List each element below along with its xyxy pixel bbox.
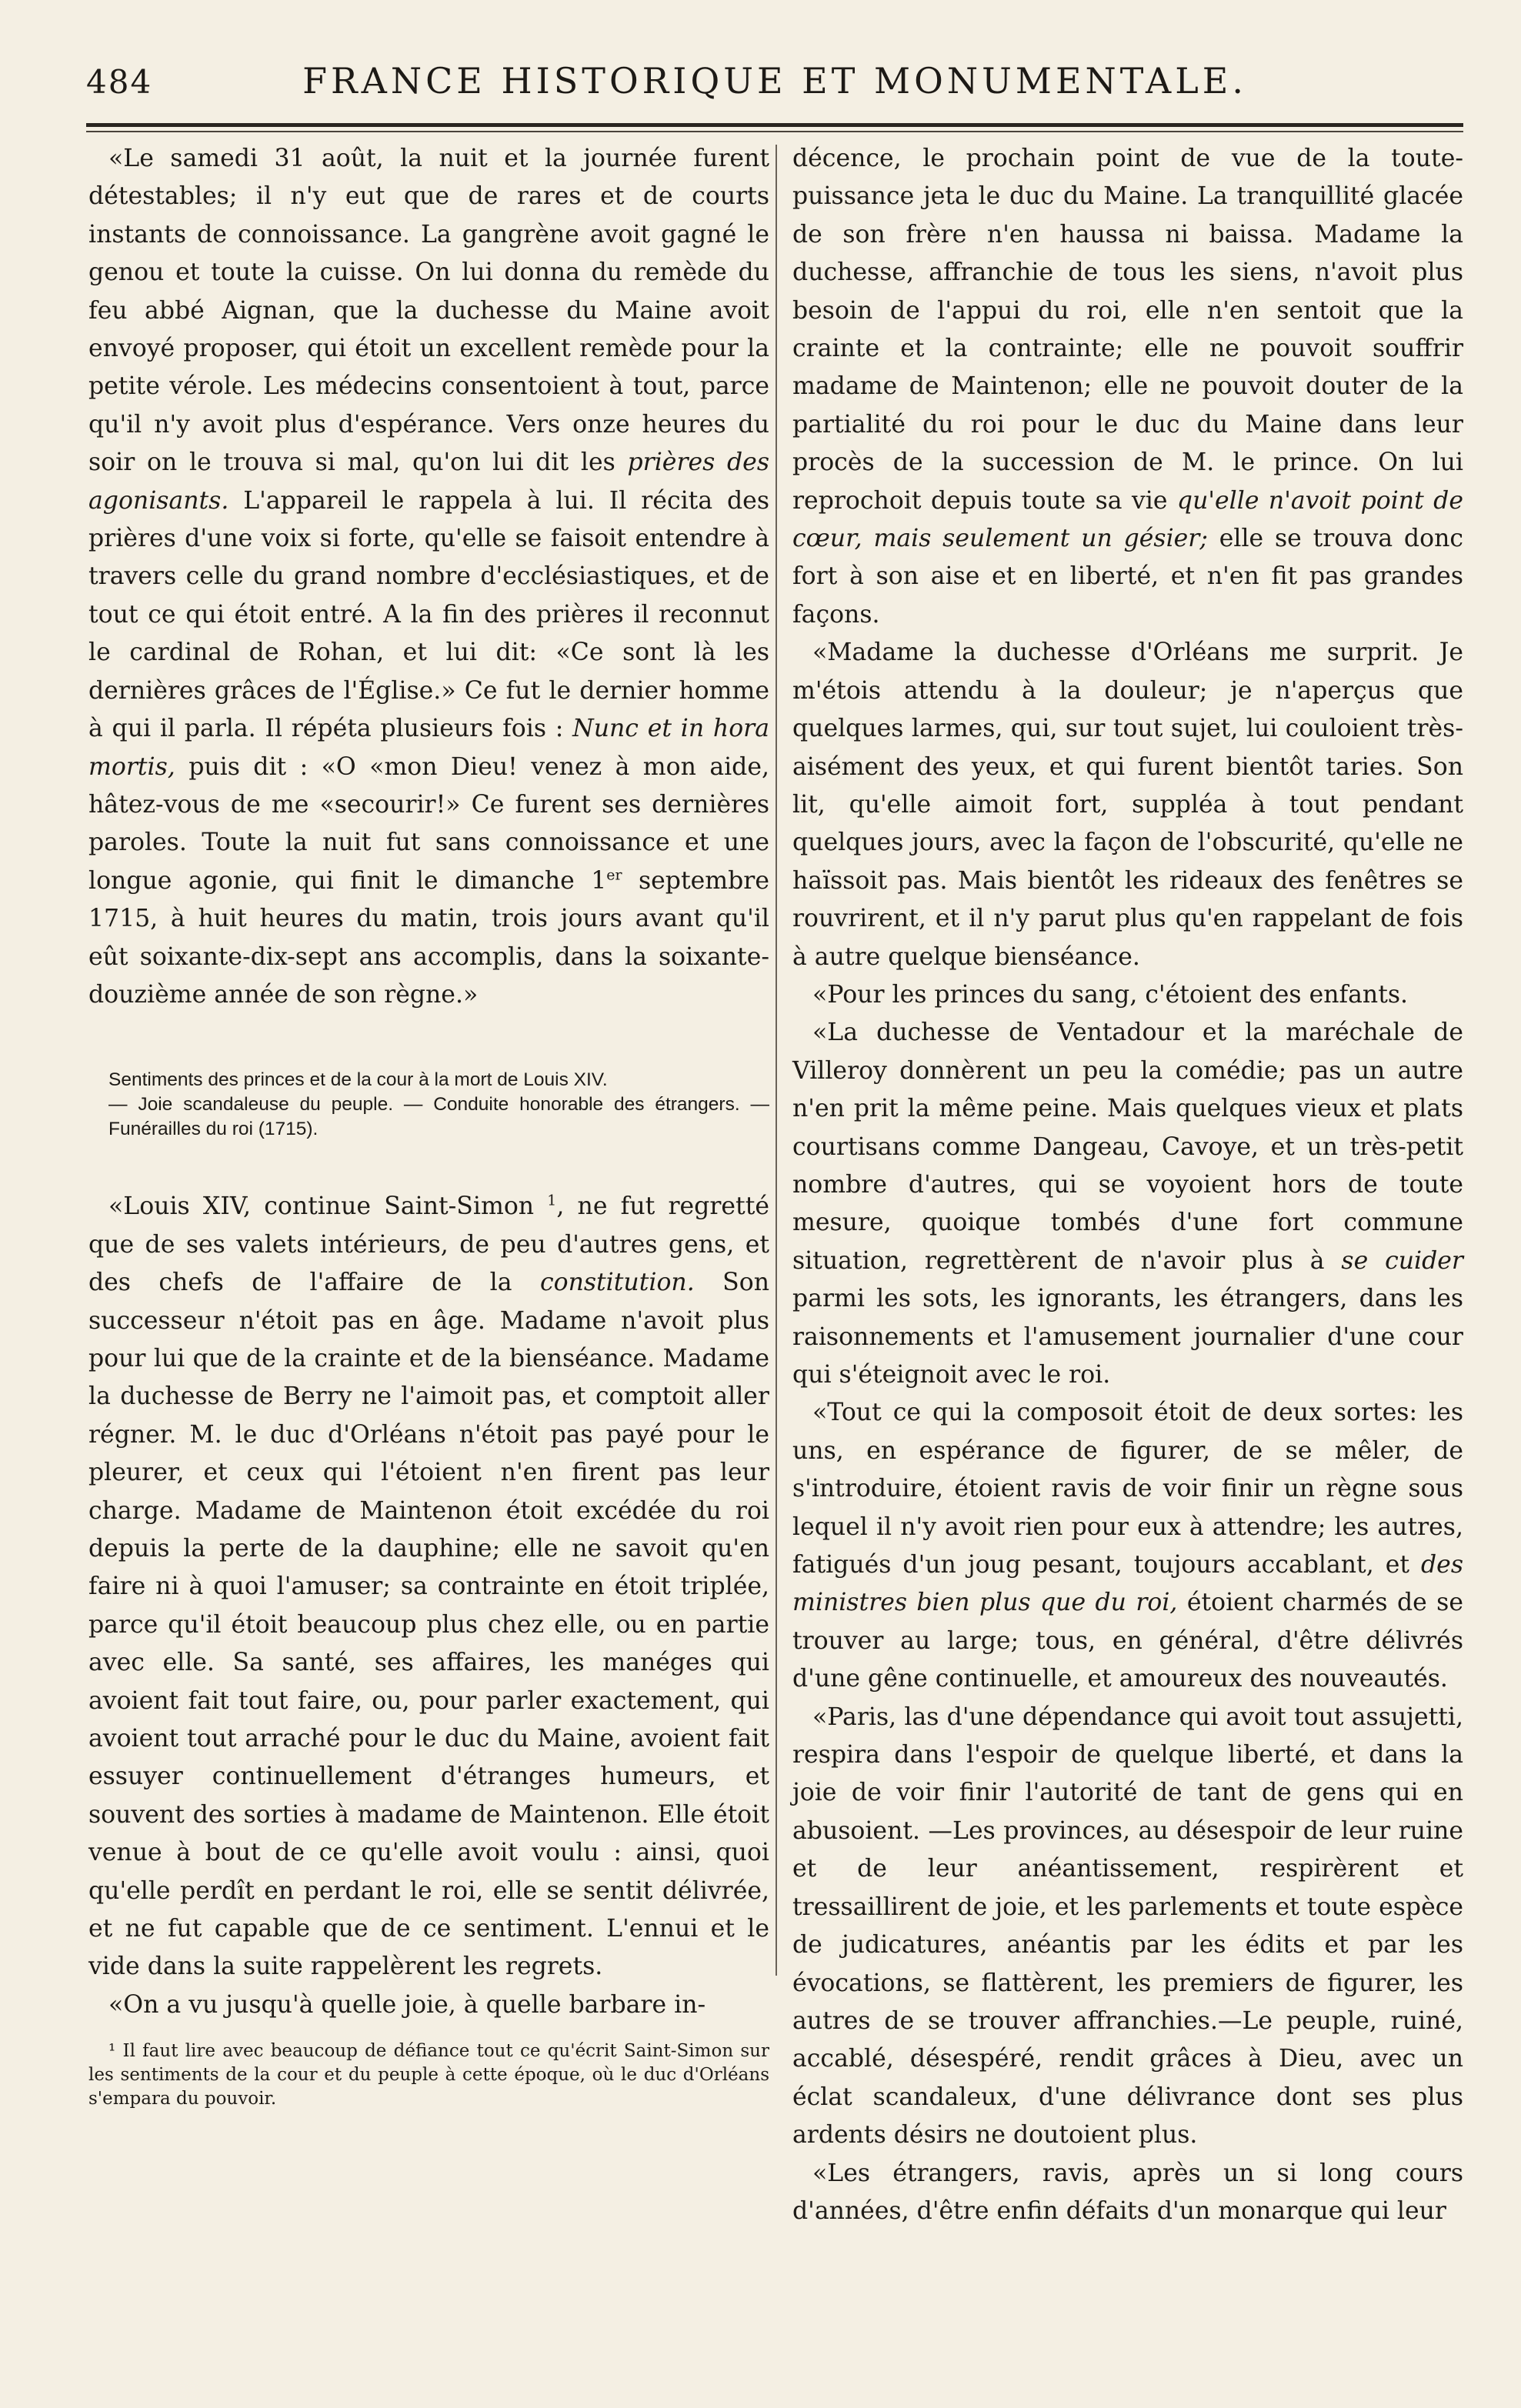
paragraph: «Pour les princes du sang, c'étoient des enfants. bbox=[812, 980, 1409, 1009]
italic-run: des ministres bien plus que du roi, bbox=[792, 1551, 1463, 1617]
column-divider bbox=[776, 145, 777, 1976]
italic-run: constitution. bbox=[539, 1269, 695, 1297]
left-column bbox=[88, 140, 769, 2111]
text-run: «Le samedi 31 août, la nuit et la journée furent détestables; il n'y eut que de rares et de courts instants de connoissance. La gangrène avoit gagné le genou et toute la cuisse. On lui donna du remède du feu abbé Aignan, que la duchesse du Maine avoit envoyé proposer, qui étoit un excellent remède pour la petite vérole. Les médecins consentoient à tout, parce qu'il n'y avoit plus d'espérance. Vers onze heures du soir on le trouva si mal, qu'on lui dit les bbox=[88, 145, 769, 477]
paragraph bbox=[792, 140, 1463, 634]
paragraph: «Les étrangers, ravis, après un si long cours d'années, d'être enfin défaits d'un monarque qui leur bbox=[792, 2159, 1463, 2225]
header-rule-thick bbox=[86, 123, 1463, 127]
text-run: puis dit : «O «mon Dieu! venez à mon aide, hâtez-vous de me «secourir!» Ce furent ses dernières paroles. Toute la nuit fut sans connoissance et une longue agonie, qui finit le dimanche 1 bbox=[88, 752, 769, 895]
text-run: «Tout ce qui la composoit étoit de deux sortes: les uns, en espérance de figurer, de se mêler, de s'introduire, étoient ravis de voir finir un règne sous lequel il n'y avoit rien pour eux à attendre; les autres, fatigués d'un joug pesant, toujours accablant, et bbox=[792, 1399, 1463, 1579]
paragraph bbox=[88, 1188, 769, 1986]
header-rule-thin bbox=[86, 131, 1463, 132]
text-run: parmi les sots, les ignorants, les étrangers, dans les raisonnements et l'amusement journalier d'une cour qui s'éteignoit avec le roi. bbox=[792, 1285, 1463, 1389]
text-run: décence, le prochain point de vue de la toute-puissance jeta le duc du Maine. La tranquillité glacée de son frère n'en haussa ni baissa. Madame la duchesse, affranchie de tous les siens, n'avoit plus besoin de l'appui du roi, elle n'en sentoit que la crainte et la contrainte; elle ne pouvoit souffrir madame de Maintenon; elle ne pouvoit douter de la partialité du roi pour le duc du Maine dans leur procès de la succession de M. le prince. On lui reprochoit depuis toute sa vie bbox=[792, 145, 1463, 515]
text-run: elle se trouva donc fort à son aise et en liberté, et n'en fit pas grandes façons. bbox=[792, 525, 1463, 629]
text-run: «Louis XIV, continue Saint-Simon bbox=[108, 1192, 548, 1221]
paragraph: «Paris, las d'une dépendance qui avoit tout assujetti, respira dans l'espoir de quelque liberté, et dans la joie de voir finir l'autorité de tant de gens qui en abusoient. —Les provinces, au désespoir de leur ruine et de leur anéantissement, respirèrent et tressaillirent de joie, et les parlements et toute espèce de judicatures, anéantis par les édits et par les évocations, se flattèrent, les premiers de figurer, les autres de se trouver affranchies.—Le peuple, ruiné, accablé, désespéré, rendit grâces à Dieu, avec un éclat scandaleux, d'une délivrance dont ses plus ardents désirs ne doutoient plus. bbox=[792, 1703, 1463, 2150]
italic-run: se cuider bbox=[1341, 1246, 1463, 1275]
paragraph: «Madame la duchesse d'Orléans me surprit. Je m'étois attendu à la douleur; je n'aperçus que quelques larmes, qui, sur tout sujet, lui couloient très-aisément des yeux, et qui furent bientôt taries. Son lit, qu'elle aimoit fort, suppléa à tout pendant quelques jours, avec la façon de l'obscurité, qu'elle ne haïssoit pas. Mais bientôt les rideaux des fenêtres se rouvrirent, et il n'y parut plus qu'en rappelant de fois à autre quelque bienséance. bbox=[792, 639, 1463, 971]
text-run: L'appareil le rappela à lui. Il récita des prières d'une voix si forte, qu'elle se faisoit entendre à travers celle du grand nombre d'ecclésiastiques, et de tout ce qui étoit entré. A la fin des prières il reconnut le cardinal de Rohan, et lui dit: «Ce sont là les dernières grâces de l'Église.» Ce fut le dernier homme à qui il parla. Il répéta plusieurs fois : bbox=[88, 486, 769, 743]
footnote-marker: ¹ bbox=[108, 2041, 116, 2062]
summary-line: Sentiments des princes et de la cour à la mort de Louis XIV. bbox=[108, 1069, 608, 1091]
running-title: FRANCE HISTORIQUE ET MONUMENTALE. bbox=[302, 60, 1247, 102]
page-header bbox=[86, 57, 1463, 118]
italic-run: prières des agonisants. bbox=[88, 449, 769, 515]
page-number: 484 bbox=[86, 63, 153, 101]
superscript: er bbox=[606, 866, 622, 884]
right-column bbox=[792, 140, 1463, 2230]
paragraph bbox=[88, 140, 769, 1014]
footnote bbox=[88, 2039, 769, 2111]
italic-run: Nunc et in hora mortis, bbox=[88, 715, 769, 781]
footnote-text: Il faut lire avec beaucoup de défiance tout ce qu'écrit Saint-Simon sur les sentiments de la cour et du peuple à cette époque, où le duc d'Orléans s'empara du pouvoir. bbox=[88, 2041, 769, 2110]
text-run: «La duchesse de Ventadour et la maréchale de Villeroy donnèrent un peu la comédie; pas un autre n'en prit la même peine. Mais quelques vieux et plats courtisans comme Dangeau, Cavoye, et un très-petit nombre d'autres, qui se voyoient hors de toute mesure, quoique tombés d'une fort commune situation, regrettèrent de n'avoir plus à bbox=[792, 1019, 1463, 1275]
paragraph: «On a vu jusqu'à quelle joie, à quelle barbare in- bbox=[108, 1990, 706, 2019]
text-run: étoient charmés de se trouver au large; tous, en général, d'être délivrés d'une gêne continuelle, et amoureux des nouveautés. bbox=[792, 1589, 1463, 1693]
paragraph bbox=[792, 1394, 1463, 1698]
text-run: Son successeur n'étoit pas en âge. Madame n'avoit plus pour lui que de la crainte et de la bienséance. Madame la duchesse de Berry ne l'aimoit pas, et comptoit aller régner. M. le duc d'Orléans n'étoit pas payé pour le pleurer, et ceux qui l'étoient n'en firent pas leur charge. Madame de Maintenon étoit excédée du roi depuis la perte de la dauphine; elle ne savoit qu'en faire ni à quoi l'amuser; sa contrainte en étoit triplée, parce qu'il étoit beaucoup plus chez elle, ou en partie avec elle. Sa santé, ses affaires, les manéges qui avoient fait tout faire, ou, pour parler exactement, qui avoient tout arraché pour le duc du Maine, avoient fait essuyer continuellement d'étranges humeurs, et souvent des sorties à madame de Maintenon. Elle étoit venue à bout de ce qu'elle avoit voulu : ainsi, quoi qu'elle perdît en perdant le roi, elle se sentit délivrée, et ne fut capable que de ce sentiment. L'ennui et le vide dans la suite rappelèrent les regrets. bbox=[88, 1269, 769, 1981]
text-run: , ne fut regretté que de ses valets intérieurs, de peu d'autres gens, et des chefs de l'affaire de la bbox=[88, 1192, 770, 1297]
paragraph bbox=[792, 1014, 1463, 1394]
text-run: septembre 1715, à huit heures du matin, trois jours avant qu'il eût soixante-dix-sept ans accomplis, dans la soixante-douzième année de son règne.» bbox=[88, 866, 769, 1009]
footnote-marker: 1 bbox=[547, 1192, 557, 1209]
section-summary bbox=[88, 1068, 769, 1142]
summary-line: — Joie scandaleuse du peuple. — Conduite honorable des étrangers. — Funérailles du roi (1715). bbox=[108, 1094, 769, 1140]
italic-run: qu'elle n'avoit point de cœur, mais seulement un gésier; bbox=[792, 486, 1463, 553]
